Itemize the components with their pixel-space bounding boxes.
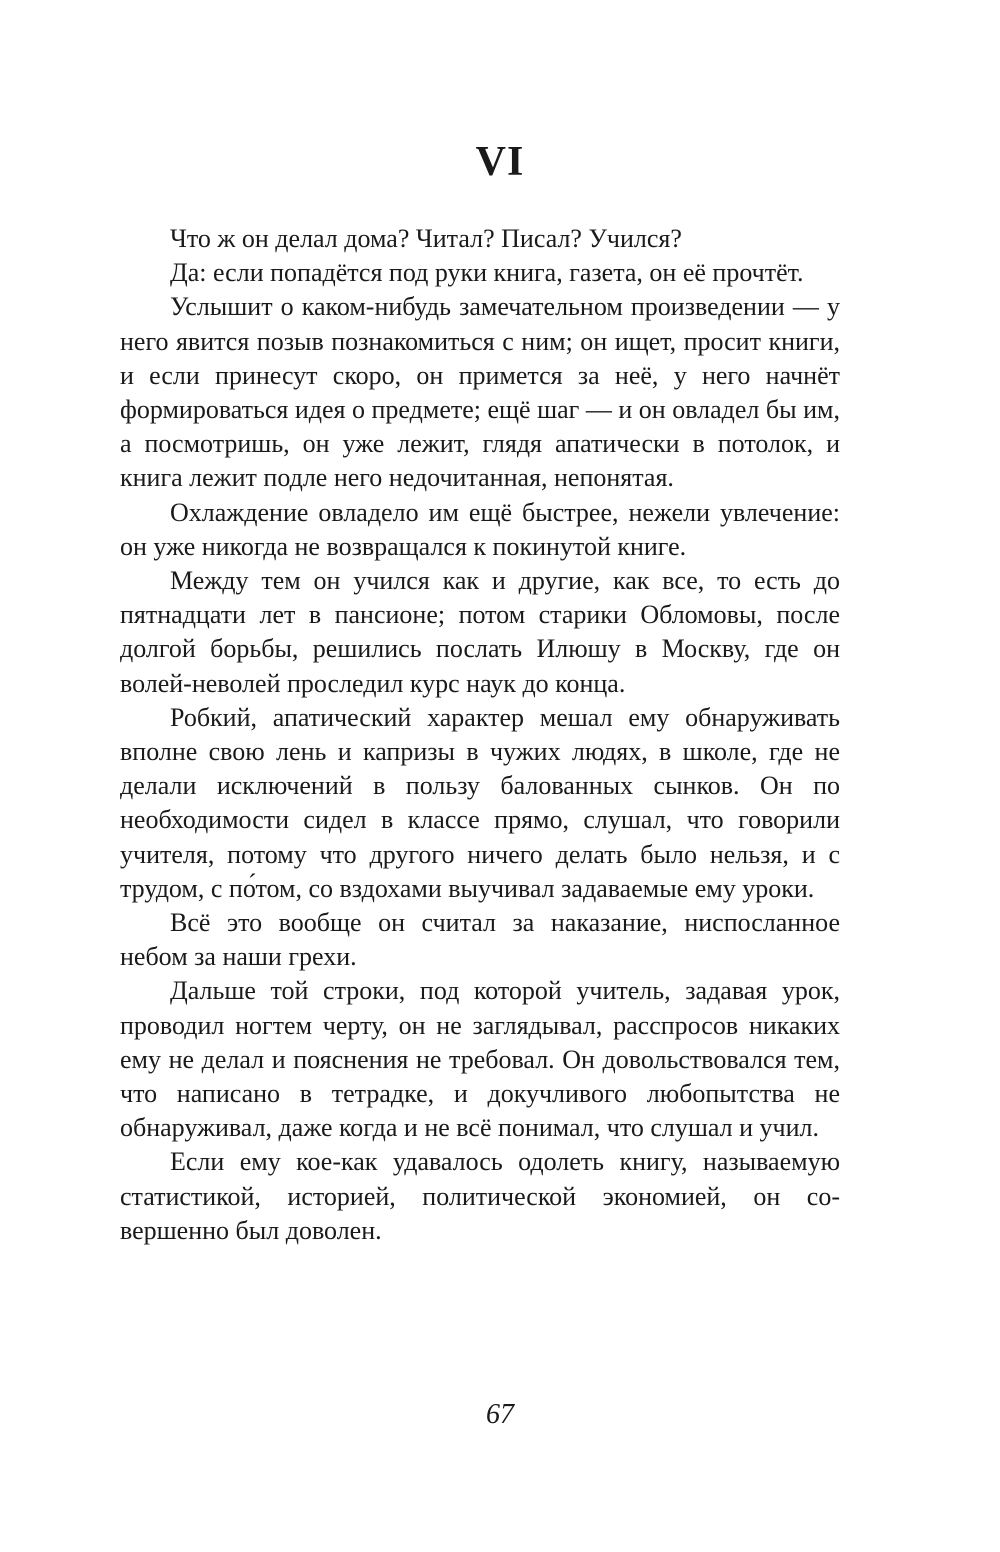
- paragraph: Да: если попадётся под руки книга, газета, он её прочтёт.: [170, 258, 804, 288]
- paragraph: Дальше той строки, под которой учитель, задавая урок, проводил ногтем черту, он не заглядывал, расспросов никаких ему не делал и пояснения не требовал. Он довольствовался тем, что написано в тетрадке, и докучливого любопытства не обнаруживал, даже когда и не всё понимал, что слушал и учил.: [120, 976, 840, 1143]
- paragraph: Что ж он делал дома? Читал? Писал? Учился?: [170, 224, 682, 253]
- paragraph: Между тем он учился как и другие, как все, то есть до пятнадцати лет в пансионе; потом старики Обломовы, после долгой борьбы, решились послать Илюшу в Москву, где он волей-неволей проследил курс наук до конца.: [120, 566, 840, 698]
- paragraph: Всё это вообще он считал за наказание, ниспосланное небом за наши грехи.: [120, 908, 840, 972]
- paragraph: Робкий, апатический характер мешал ему обнаруживать вполне свою лень и капризы в чужих людях, в школе, где не делали исключений в пользу балованных сынков. Он по необходимости сидел в классе прямо, слушал, что говорили учителя, потому что другого ничего делать было нельзя, и с трудом, с по́том, со вздохами выучивал задаваемые ему уроки.: [120, 702, 840, 903]
- body-text: [120, 222, 840, 1248]
- chapter-heading: VI: [475, 139, 525, 185]
- paragraph: Если ему кое-как удавалось одолеть книгу, называемую статистикой, историей, политической экономией, он совершенно был доволен.: [120, 1147, 840, 1245]
- page-number: 67: [486, 1399, 514, 1430]
- paragraph: Услышит о каком-нибудь замечательном произведении — у него явится позыв познакомиться с ним; он ищет, просит книги, и если принесут скоро, он примется за неё, у него начнёт формироваться идея о предмете; ещё шаг — и он овладел бы им, а посмотришь, он уже лежит, глядя апатически в потолок, и книга лежит подле него недочитанная, непонятая.: [120, 292, 840, 493]
- paragraph: Охлаждение овладело им ещё быстрее, нежели увлечение: он уже никогда не возвращался к покинутой книге.: [120, 497, 840, 561]
